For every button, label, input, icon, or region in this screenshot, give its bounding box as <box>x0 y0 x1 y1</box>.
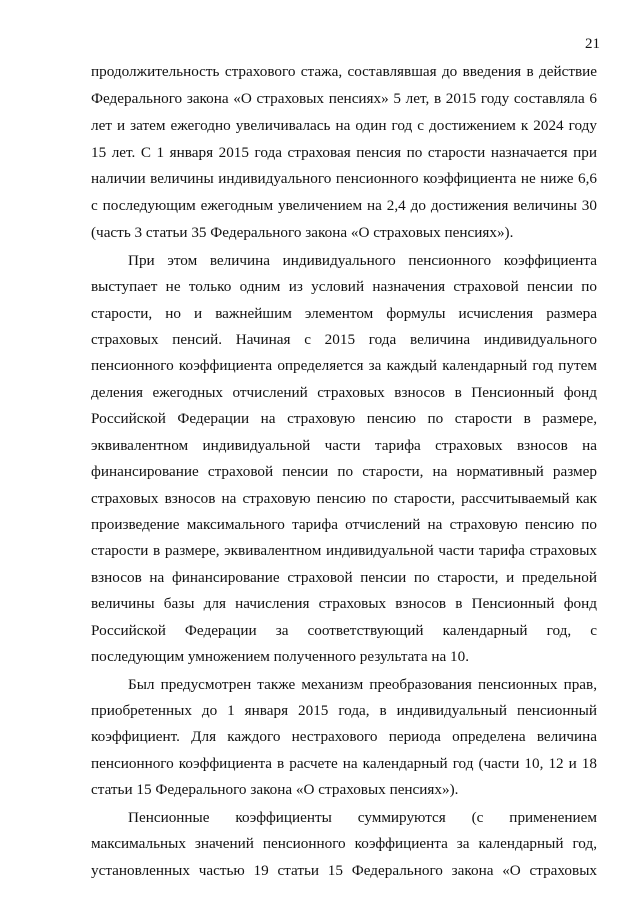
page-number: 21 <box>585 36 600 52</box>
text-line: величины базы для начисления страховых взносов в Пенсионный фонд <box>91 595 597 612</box>
text-line: старости, но и важнейшим элементом формулы исчисления размера <box>91 305 597 322</box>
text-line: При этом величина индивидуального пенсионного коэффициента <box>128 252 597 269</box>
text-line: Федерального закона «О страховых пенсиях» 5 лет, в 2015 году составляла 6 <box>91 90 597 107</box>
text-line: Российской Федерации на страховую пенсию по старости в размере, <box>91 410 597 427</box>
text-line: Был предусмотрен также механизм преобразования пенсионных прав, <box>128 676 597 693</box>
text-line: максимальных значений пенсионного коэффициента за календарный год, <box>91 835 597 852</box>
text-line: пенсионного коэффициента определяется за каждый календарный год путем <box>91 357 597 374</box>
text-line: Российской Федерации за соответствующий календарный год, с <box>91 622 597 639</box>
text-line: страховых пенсий. Начиная с 2015 года величина индивидуального <box>91 331 597 348</box>
text-line: страховых взносов на страховую пенсию по старости, рассчитываемый как <box>91 490 597 507</box>
text-line: продолжительность страхового стажа, составлявшая до введения в действие <box>91 63 597 80</box>
text-line: старости в размере, эквивалентном индивидуальной части тарифа страховых <box>91 542 597 559</box>
text-line: коэффициент. Для каждого нестрахового периода определена величина <box>91 728 597 745</box>
text-line: пенсионного коэффициента в расчете на календарный год (части 10, 12 и 18 <box>91 755 597 772</box>
text-line: статьи 15 Федерального закона «О страховых пенсиях»). <box>91 781 459 798</box>
text-line: финансирование страховой пенсии по старости, на нормативный размер <box>91 463 597 480</box>
text-line: приобретенных до 1 января 2015 года, в индивидуальный пенсионный <box>91 702 597 719</box>
text-line: наличии величины индивидуального пенсионного коэффициента не ниже 6,6 <box>91 170 597 187</box>
text-line: эквивалентном индивидуальной части тарифа страховых взносов на <box>91 437 597 454</box>
text-line: лет и затем ежегодно увеличивалась на один год с достижением к 2024 году <box>91 117 597 134</box>
text-line: выступает не только одним из условий назначения страховой пенсии по <box>91 278 597 295</box>
text-line: произведение максимального тарифа отчислений на страховую пенсию по <box>91 516 597 533</box>
text-line: деления ежегодных отчислений страховых взносов в Пенсионный фонд <box>91 384 597 401</box>
text-line: с последующим ежегодным увеличением на 2,4 до достижения величины 30 <box>91 197 597 214</box>
text-line: последующим умножением полученного результата на 10. <box>91 648 470 665</box>
text-line: Пенсионные коэффициенты суммируются (с применением <box>128 809 597 826</box>
text-line: (часть 3 статьи 35 Федерального закона «О страховых пенсиях»). <box>91 224 514 241</box>
text-line: взносов на финансирование страховой пенсии по старости, и предельной <box>91 569 597 586</box>
text-line: установленных частью 19 статьи 15 Федерального закона «О страховых <box>91 862 597 879</box>
text-line: 15 лет. С 1 января 2015 года страховая пенсия по старости назначается при <box>91 144 597 161</box>
